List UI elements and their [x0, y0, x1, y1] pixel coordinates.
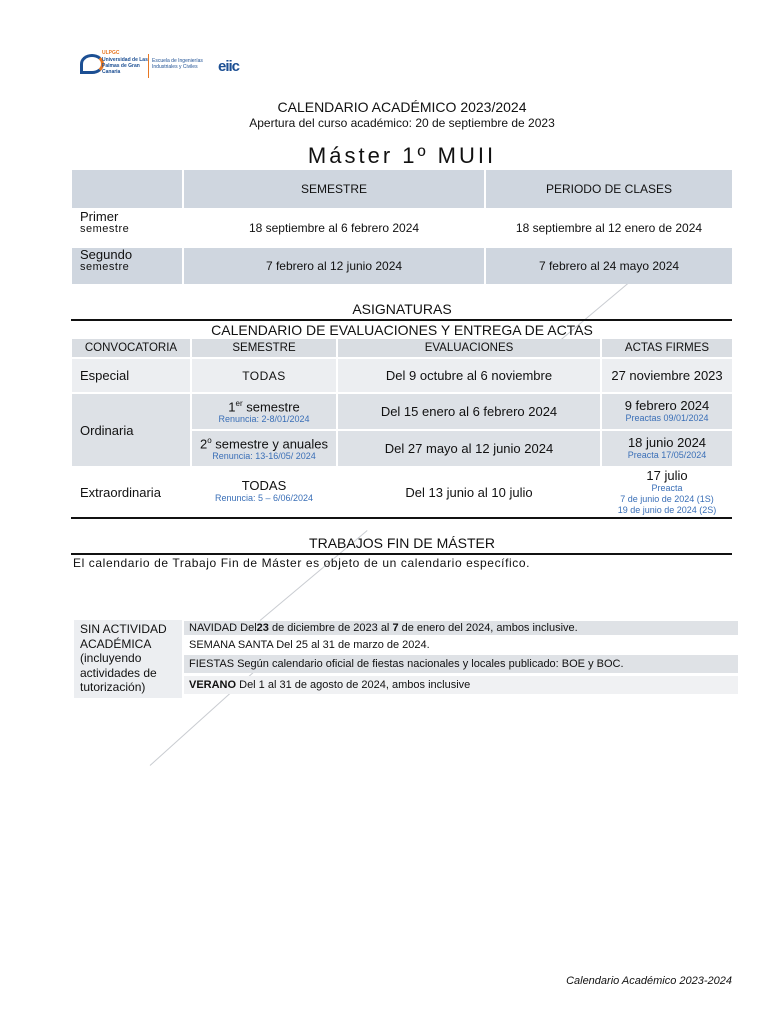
period-label-main: Segundo [80, 247, 133, 262]
extraordinaria-actas-date: 17 julio [646, 467, 688, 483]
asignaturas-subtitle: CALENDARIO DE EVALUACIONES Y ENTREGA DE ACTAS [211, 322, 593, 338]
period-semestre-value: 18 septiembre al 6 febrero 2024 [248, 221, 420, 235]
period-row-label [72, 248, 182, 284]
extraordinaria-actas [602, 468, 732, 516]
especial-semestre: TODAS [192, 359, 336, 392]
navidad-d: 7 [392, 622, 399, 634]
convocatoria-extraordinaria: Extraordinaria [80, 484, 161, 500]
especial-evaluaciones: Del 9 octubre al 6 noviembre [338, 359, 600, 392]
ulpgc-logo [80, 50, 150, 80]
s1-rest: semestre [242, 399, 300, 415]
extraordinaria-todas: TODAS [241, 478, 287, 493]
period-label-sub: semestre [80, 261, 130, 273]
ordinaria-s2-label [200, 434, 328, 450]
sin-actividad-label: SIN ACTIVIDAD ACADÉMICA (incluyendo actividades de tutorización) [74, 620, 182, 698]
navidad-e: de enero del 2024, ambos inclusive. [398, 622, 578, 634]
ordinaria-s2-evaluaciones: Del 27 mayo al 12 junio 2024 [338, 431, 600, 466]
page-footer: Calendario Académico 2023-2024 [566, 975, 732, 987]
convocatoria-especial: Especial [72, 359, 190, 392]
page-title: CALENDARIO ACADÉMICO 2023/2024 [277, 99, 527, 115]
navidad-b: 23 [256, 622, 269, 634]
verano-bold: VERANO [189, 679, 237, 691]
tfm-text: El calendario de Trabajo Fin de Máster es objeto de un calendario específico. [73, 556, 531, 570]
ordinaria-s1-evaluaciones: Del 15 enero al 6 febrero 2024 [338, 394, 600, 429]
ordinaria-s2-preacta: Preacta 17/05/2024 [627, 449, 707, 460]
extraordinaria-semestre [192, 468, 336, 516]
navidad-a: NAVIDAD Del [189, 622, 257, 634]
tfm-title: TRABAJOS FIN DE MÁSTER [309, 535, 495, 551]
ordinaria-s1-semestre [192, 394, 336, 429]
periods-header-semestre: SEMESTRE [184, 170, 484, 208]
divider [71, 517, 732, 519]
col-header-convocatoria: CONVOCATORIA [72, 339, 190, 357]
asignaturas-title: ASIGNATURAS [352, 301, 452, 317]
ordinaria-s1-renuncia: Renuncia: 2-8/01/2024 [218, 414, 310, 425]
school-name: Escuela de Ingenierías Industriales y Civiles [152, 58, 203, 70]
periods-header-empty [72, 170, 182, 208]
verano-rest: Del 1 al 31 de agosto de 2024, ambos inclusive [236, 679, 471, 691]
logo-divider [148, 54, 149, 78]
ordinaria-s2-actas-date: 18 junio 2024 [627, 434, 707, 450]
ulpgc-logo-abbrev: ULPGC [102, 50, 120, 56]
period-semestre-value: 7 febrero al 12 junio 2024 [184, 248, 484, 284]
ordinaria-s1-actas [602, 394, 732, 429]
ulpgc-logo-icon [80, 54, 104, 74]
s2-sup: o [207, 435, 212, 445]
col-header-semestre: SEMESTRE [192, 339, 336, 357]
extraordinaria-preacta-2s: 19 de junio de 2024 (2S) [617, 504, 717, 515]
period-clases-value: 18 septiembre al 12 enero de 2024 [515, 221, 703, 235]
ordinaria-s2-semestre [192, 431, 336, 466]
ordinaria-s1-actas-date: 9 febrero 2024 [624, 397, 710, 413]
period-row-label [72, 210, 182, 246]
verano-row [184, 676, 738, 694]
program-title: Máster 1º MUII [307, 143, 497, 168]
navidad-row [184, 621, 738, 635]
navidad-c: de diciembre de 2023 al [268, 622, 393, 634]
s2-rest: semestre y anuales [211, 436, 329, 452]
col-header-evaluaciones: EVALUACIONES [338, 339, 600, 357]
convocatoria-ordinaria: Ordinaria [72, 394, 190, 466]
semana-santa-row: SEMANA SANTA Del 25 al 31 de marzo de 2024. [184, 636, 738, 654]
ulpgc-logo-name: Universidad de Las Palmas de Gran Canaria [102, 57, 148, 75]
especial-actas: 27 noviembre 2023 [602, 359, 732, 392]
fiestas-row: FIESTAS Según calendario oficial de fiestas nacionales y locales publicado: BOE y BOC. [184, 655, 738, 673]
s2-num: 2 [199, 436, 208, 452]
extraordinaria-preacta-1s: 7 de junio de 2024 (1S) [620, 493, 714, 504]
ordinaria-s2-renuncia: Renuncia: 13-16/05/ 2024 [212, 451, 316, 462]
period-clases-value: 7 febrero al 24 mayo 2024 [486, 248, 732, 284]
periods-header-clases: PERIODO DE CLASES [486, 170, 732, 208]
s1-num: 1 [228, 399, 236, 415]
ordinaria-s1-label [228, 397, 299, 413]
extraordinaria-renuncia: Renuncia: 5 – 6/06/2024 [214, 493, 314, 503]
page-subtitle: Apertura del curso académico: 20 de septiembre de 2023 [249, 116, 555, 130]
divider [71, 553, 732, 555]
ordinaria-s1-preactas: Preactas 09/01/2024 [625, 412, 709, 423]
divider [71, 319, 732, 321]
eiic-logo: eiic [218, 58, 240, 75]
col-header-actas: ACTAS FIRMES [602, 339, 732, 357]
s1-sup: er [235, 398, 243, 408]
period-label-main: Primer [80, 209, 119, 224]
extraordinaria-evaluaciones: Del 13 junio al 10 julio [405, 484, 533, 500]
period-label-sub: semestre [80, 223, 130, 235]
ordinaria-s2-actas [602, 431, 732, 466]
extraordinaria-preacta: Preacta [651, 482, 683, 493]
